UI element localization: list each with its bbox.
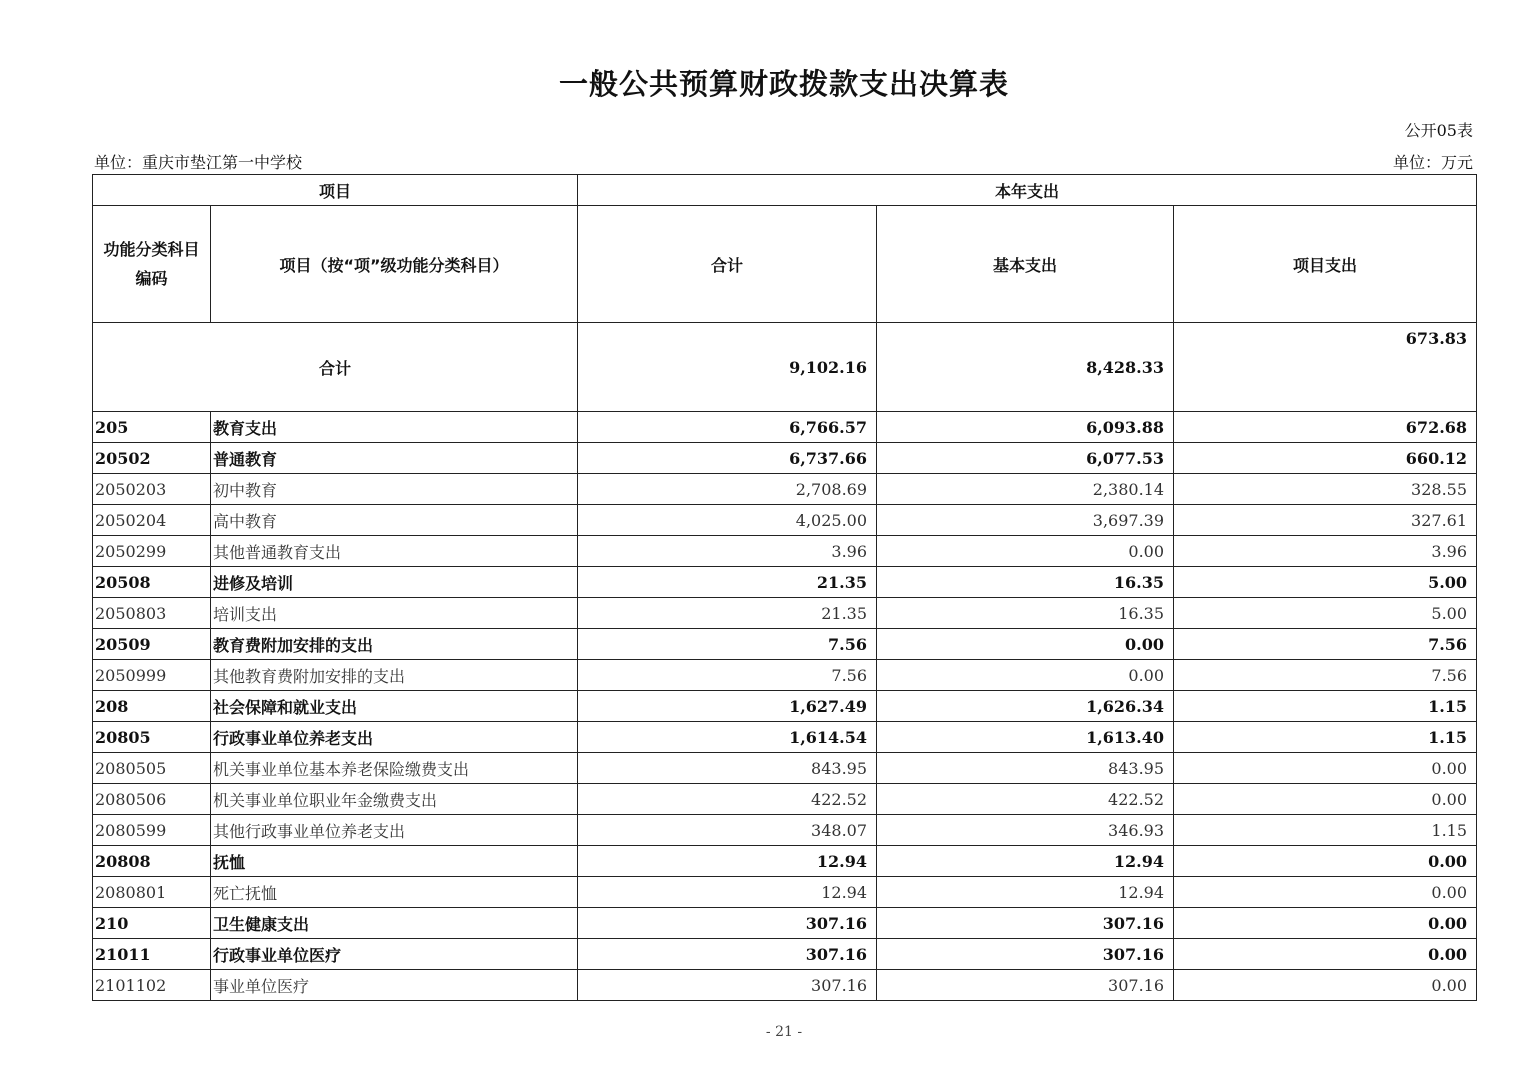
row-name: 事业单位医疗 xyxy=(211,970,578,1001)
header-item: 项目 xyxy=(93,175,578,206)
table-row xyxy=(93,567,1477,598)
row-project: 0.00 xyxy=(1174,970,1477,1001)
table-row xyxy=(93,412,1477,443)
row-total: 843.95 xyxy=(578,753,877,784)
row-basic: 307.16 xyxy=(877,908,1174,939)
row-total: 348.07 xyxy=(578,815,877,846)
row-name: 机关事业单位职业年金缴费支出 xyxy=(211,784,578,815)
row-project: 672.68 xyxy=(1174,412,1477,443)
table-row xyxy=(93,722,1477,753)
row-project: 0.00 xyxy=(1174,939,1477,970)
row-total: 422.52 xyxy=(578,784,877,815)
header-name: 项目（按“项”级功能分类科目） xyxy=(211,206,578,323)
row-project: 7.56 xyxy=(1174,629,1477,660)
row-total: 307.16 xyxy=(578,908,877,939)
header-row-2 xyxy=(93,206,1477,323)
expenditure-table xyxy=(92,174,1477,1001)
row-code: 2050999 xyxy=(93,660,211,691)
table-row xyxy=(93,598,1477,629)
row-basic: 12.94 xyxy=(877,877,1174,908)
row-code: 20509 xyxy=(93,629,211,660)
page-title: 一般公共预算财政拨款支出决算表 xyxy=(558,67,1009,101)
row-basic: 6,093.88 xyxy=(877,412,1174,443)
table-row xyxy=(93,536,1477,567)
row-code: 205 xyxy=(93,412,211,443)
table-row xyxy=(93,691,1477,722)
header-code: 功能分类科目编码 xyxy=(93,206,211,323)
row-code: 208 xyxy=(93,691,211,722)
row-code: 2080505 xyxy=(93,753,211,784)
header-total: 合计 xyxy=(578,206,877,323)
row-project: 0.00 xyxy=(1174,877,1477,908)
table-row xyxy=(93,474,1477,505)
row-basic: 16.35 xyxy=(877,598,1174,629)
header-row-1 xyxy=(93,175,1477,206)
total-basic: 8,428.33 xyxy=(877,323,1174,412)
row-basic: 307.16 xyxy=(877,970,1174,1001)
row-name: 培训支出 xyxy=(211,598,578,629)
row-total: 6,737.66 xyxy=(578,443,877,474)
row-name: 高中教育 xyxy=(211,505,578,536)
table-row xyxy=(93,970,1477,1001)
table-row xyxy=(93,939,1477,970)
row-name: 进修及培训 xyxy=(211,567,578,598)
row-name: 行政事业单位养老支出 xyxy=(211,722,578,753)
header-current-year: 本年支出 xyxy=(578,175,1477,206)
table-row xyxy=(93,443,1477,474)
currency-unit: 单位：万元 xyxy=(1392,153,1473,172)
row-name: 其他教育费附加安排的支出 xyxy=(211,660,578,691)
total-row xyxy=(93,323,1477,412)
row-project: 0.00 xyxy=(1174,753,1477,784)
row-name: 初中教育 xyxy=(211,474,578,505)
row-name: 行政事业单位医疗 xyxy=(211,939,578,970)
row-total: 7.56 xyxy=(578,660,877,691)
row-basic: 3,697.39 xyxy=(877,505,1174,536)
row-total: 1,614.54 xyxy=(578,722,877,753)
row-basic: 12.94 xyxy=(877,846,1174,877)
table-row xyxy=(93,629,1477,660)
row-name: 教育支出 xyxy=(211,412,578,443)
table-row xyxy=(93,908,1477,939)
row-code: 20805 xyxy=(93,722,211,753)
row-name: 教育费附加安排的支出 xyxy=(211,629,578,660)
row-total: 307.16 xyxy=(578,939,877,970)
row-name: 死亡抚恤 xyxy=(211,877,578,908)
row-project: 0.00 xyxy=(1174,846,1477,877)
row-project: 5.00 xyxy=(1174,598,1477,629)
row-basic: 346.93 xyxy=(877,815,1174,846)
row-name: 抚恤 xyxy=(211,846,578,877)
row-project: 5.00 xyxy=(1174,567,1477,598)
table-row xyxy=(93,846,1477,877)
table-row xyxy=(93,784,1477,815)
row-project: 1.15 xyxy=(1174,722,1477,753)
row-code: 2101102 xyxy=(93,970,211,1001)
table-row xyxy=(93,815,1477,846)
row-total: 6,766.57 xyxy=(578,412,877,443)
form-number: 公开05表 xyxy=(1404,121,1473,140)
header-project: 项目支出 xyxy=(1174,206,1477,323)
row-code: 21011 xyxy=(93,939,211,970)
row-total: 21.35 xyxy=(578,567,877,598)
row-code: 20508 xyxy=(93,567,211,598)
row-basic: 307.16 xyxy=(877,939,1174,970)
row-basic: 843.95 xyxy=(877,753,1174,784)
row-name: 其他行政事业单位养老支出 xyxy=(211,815,578,846)
organization-unit: 单位：重庆市垫江第一中学校 xyxy=(94,153,303,172)
row-basic: 422.52 xyxy=(877,784,1174,815)
row-total: 3.96 xyxy=(578,536,877,567)
row-code: 210 xyxy=(93,908,211,939)
row-code: 20808 xyxy=(93,846,211,877)
total-sum: 9,102.16 xyxy=(578,323,877,412)
table-row xyxy=(93,877,1477,908)
row-total: 307.16 xyxy=(578,970,877,1001)
row-project: 7.56 xyxy=(1174,660,1477,691)
table-row xyxy=(93,660,1477,691)
row-project: 3.96 xyxy=(1174,536,1477,567)
row-code: 2080506 xyxy=(93,784,211,815)
row-basic: 1,626.34 xyxy=(877,691,1174,722)
row-code: 2050204 xyxy=(93,505,211,536)
total-label: 合计 xyxy=(93,323,578,412)
row-project: 0.00 xyxy=(1174,908,1477,939)
row-total: 12.94 xyxy=(578,877,877,908)
row-basic: 6,077.53 xyxy=(877,443,1174,474)
row-code: 2080801 xyxy=(93,877,211,908)
row-code: 2080599 xyxy=(93,815,211,846)
row-name: 其他普通教育支出 xyxy=(211,536,578,567)
row-basic: 0.00 xyxy=(877,536,1174,567)
row-project: 660.12 xyxy=(1174,443,1477,474)
row-total: 1,627.49 xyxy=(578,691,877,722)
page-number: - 21 - xyxy=(765,1024,803,1040)
row-total: 21.35 xyxy=(578,598,877,629)
row-code: 2050803 xyxy=(93,598,211,629)
row-basic: 0.00 xyxy=(877,660,1174,691)
row-total: 2,708.69 xyxy=(578,474,877,505)
row-total: 7.56 xyxy=(578,629,877,660)
row-project: 1.15 xyxy=(1174,815,1477,846)
table-row xyxy=(93,753,1477,784)
row-code: 20502 xyxy=(93,443,211,474)
row-project: 1.15 xyxy=(1174,691,1477,722)
row-basic: 1,613.40 xyxy=(877,722,1174,753)
row-name: 卫生健康支出 xyxy=(211,908,578,939)
row-code: 2050203 xyxy=(93,474,211,505)
row-name: 普通教育 xyxy=(211,443,578,474)
row-project: 0.00 xyxy=(1174,784,1477,815)
table-row xyxy=(93,505,1477,536)
total-project: 673.83 xyxy=(1174,323,1477,412)
row-project: 327.61 xyxy=(1174,505,1477,536)
row-project: 328.55 xyxy=(1174,474,1477,505)
row-total: 4,025.00 xyxy=(578,505,877,536)
header-basic: 基本支出 xyxy=(877,206,1174,323)
row-name: 社会保障和就业支出 xyxy=(211,691,578,722)
row-code: 2050299 xyxy=(93,536,211,567)
row-basic: 16.35 xyxy=(877,567,1174,598)
row-basic: 2,380.14 xyxy=(877,474,1174,505)
row-basic: 0.00 xyxy=(877,629,1174,660)
row-name: 机关事业单位基本养老保险缴费支出 xyxy=(211,753,578,784)
row-total: 12.94 xyxy=(578,846,877,877)
